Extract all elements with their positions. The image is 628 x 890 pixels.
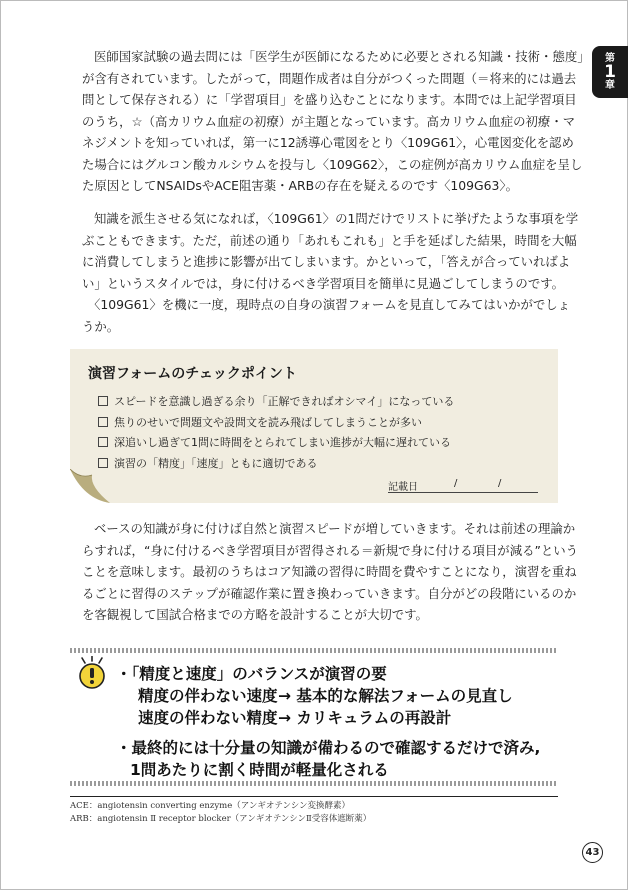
paragraph-2	[82, 208, 579, 337]
exclamation-alert-icon	[76, 656, 108, 690]
record-date-field[interactable]	[388, 478, 538, 493]
key-point-box	[70, 648, 558, 786]
footnote: ARB：angiotensin Ⅱ receptor blocker（アンギオテンシンⅡ受容体遮断薬）	[70, 814, 372, 824]
key-point-row	[138, 706, 452, 728]
text-line: ネジメントを知っていれば，第一に12誘導心電図をとり〈109G61〉，心電図変化を認め	[82, 135, 574, 150]
key-point-line: 1問あたりに割く時間が軽量化される	[130, 761, 389, 779]
key-point-line: ・「精度と速度」のバランスが演習の要	[116, 665, 387, 683]
checkpoint-title: 演習フォームのチェックポイント	[88, 366, 297, 382]
text-line: た場合にはグルコン酸カルシウムを投与し〈109G62〉，この症例が高カリウム血症を呈し	[82, 156, 583, 172]
text-line: た原因としてNSAIDsやACE阻害薬・ARBの存在を疑えるのです〈109G63〉。	[82, 178, 519, 193]
footnote: ACE：angiotensin converting enzyme（アンギオテンシン変換酵素）	[70, 801, 351, 811]
date-separator: /	[498, 478, 502, 489]
key-point-row	[138, 684, 513, 706]
text-line: が含有されています。したがって，問題作成者は自分がつくった問題（＝将来的には過去	[82, 70, 577, 86]
chapter-tab	[592, 46, 628, 98]
checklist-text: スピードを意識し過ぎる余り「正解できればオシマイ」になっている	[114, 395, 455, 409]
key-point-right: → 基本的な解法フォームの見直し	[278, 687, 513, 705]
key-point-right: → カリキュラムの再設計	[278, 709, 452, 727]
text-line: い」というスタイルでは，身に付けるべき学習項目を簡単に見過ごしてしまうのです。	[82, 275, 564, 291]
footnote-divider	[70, 796, 558, 797]
text-line: ベースの知識が身に付けば自然と演習スピードが増していきます。それは前述の理論か	[94, 521, 576, 536]
checkbox-icon[interactable]	[98, 396, 108, 406]
text-line: 医師国家試験の過去問には「医学生が医師になるために必要とされる知識・技術・態度」	[94, 49, 590, 64]
checklist-item[interactable]	[98, 391, 454, 412]
page-number: 43	[582, 842, 603, 863]
text-line: ことを意味します。最初のうちはコア知識の習得に時間を費やすことになり，演習を重ね	[82, 564, 577, 579]
key-point-left: 精度の伴わない速度	[138, 687, 278, 705]
checklist-text: 演習の「精度」「速度」ともに適切である	[114, 456, 318, 470]
key-point-left: 速度の伴わない精度	[138, 709, 278, 727]
text-line: 〈109G61〉を機に一度，現時点の自身の演習フォームを見直してみてはいかがでしょ	[88, 297, 571, 312]
text-line: 問として保存される）に「学習項目」を盛り込むことになります。本問では上記学習項目	[82, 92, 577, 107]
checkbox-icon[interactable]	[98, 437, 108, 447]
text-line: ぶこともできます。ただ，前述の通り「あれもこれも」と手を延ばした結果，時間を大幅	[82, 232, 577, 248]
page-curl-icon	[70, 469, 110, 503]
text-line: に消費してしまうと進捗に影響が出てしまいます。かといって，「答えが合っていればよ	[82, 254, 571, 269]
footnotes	[70, 800, 371, 826]
date-separator: /	[454, 478, 458, 489]
checkbox-icon[interactable]	[98, 417, 108, 427]
checkpoint-box	[70, 349, 558, 503]
dotted-divider	[70, 648, 558, 653]
checklist-item[interactable]	[98, 412, 454, 433]
text-line: らすれば，“身に付けるべき学習項目が習得される＝新規で身に付ける項目が減る”という	[82, 542, 579, 558]
text-line: のうち，☆（高カリウム血症の初療）が主題となっています。高カリウム血症の初療・マ	[82, 113, 576, 129]
text-line: うか。	[82, 318, 120, 334]
chapter-suffix: 章	[605, 79, 615, 91]
checklist-item[interactable]	[98, 432, 454, 453]
checkpoint-list	[98, 391, 454, 473]
chapter-number: 1	[604, 61, 616, 82]
checklist-text: 焦りのせいで問題文や設問文を読み飛ばしてしまうことが多い	[114, 415, 422, 429]
chapter-prefix: 第	[605, 52, 615, 64]
dotted-divider	[70, 781, 558, 786]
checklist-text: 深追いし過ぎて1問に時間をとられてしまい進捗が大幅に遅れている	[114, 436, 451, 450]
record-date-label: 記載日	[388, 482, 418, 493]
text-line: 知識を派生させる気になれば，〈109G61〉の1問だけでリストに挙げたような事項を学	[94, 211, 579, 226]
checkbox-icon[interactable]	[98, 458, 108, 468]
text-line: るごとに習得のステップが確認作業に置き換わっていきます。自分がどの段階にいるのか	[82, 585, 577, 601]
paragraph-3	[82, 518, 579, 626]
key-point-line: ・最終的には十分量の知識が備わるので確認するだけで済み,	[116, 739, 541, 757]
paragraph-1	[82, 46, 590, 197]
checklist-item[interactable]	[98, 453, 454, 474]
text-line: を客観視して国試合格までの方略を設計することが大切です。	[82, 607, 428, 622]
